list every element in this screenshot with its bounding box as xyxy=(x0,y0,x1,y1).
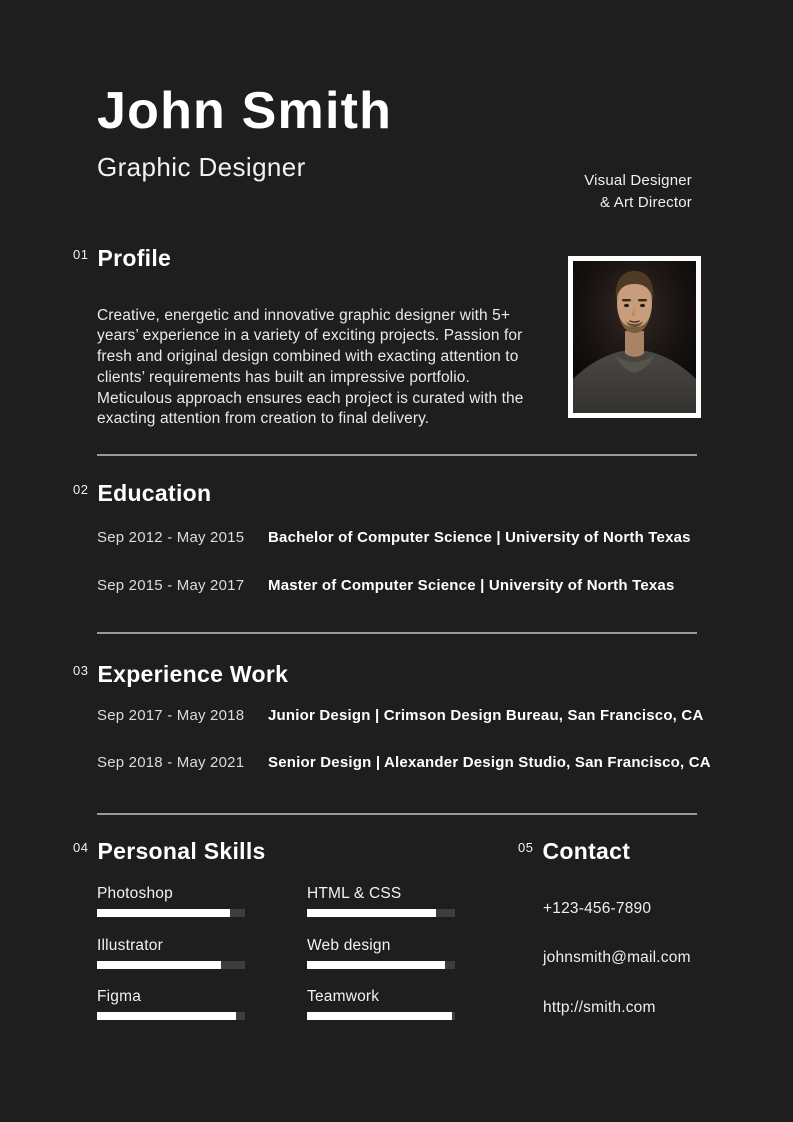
profile-title: Profile xyxy=(97,245,172,271)
skill-bar-fill xyxy=(307,961,445,969)
contact-section-heading xyxy=(518,839,630,864)
contact-email[interactable]: johnsmith@mail.com xyxy=(543,949,691,966)
experience-dates: Sep 2018 - May 2021 xyxy=(97,754,245,771)
tagline xyxy=(584,170,692,213)
section-number: 05 xyxy=(518,840,534,855)
skill-bar-track xyxy=(307,961,455,969)
section-number: 02 xyxy=(73,482,89,497)
profile-text: Creative, energetic and innovative graphic designer with 5+ years’ experience in a variety of exciting projects. Passion for fresh and original design combined with exacting attention to clients’ requirements has built an impressive portfolio. Meticulous approach ensures each project is curated with the exacting attention from creation to final delivery. xyxy=(97,306,524,428)
skill-bar-track xyxy=(97,961,245,969)
profile-photo xyxy=(568,256,701,418)
education-dates: Sep 2015 - May 2017 xyxy=(97,577,245,594)
skill-bar-track xyxy=(307,909,455,917)
section-divider xyxy=(97,632,697,634)
tagline-line2: & Art Director xyxy=(600,193,692,211)
skill-bar-track xyxy=(97,1012,245,1020)
skills-title: Personal Skills xyxy=(97,838,266,864)
education-title: Education xyxy=(97,480,212,506)
education-row xyxy=(97,577,737,594)
skill-item xyxy=(307,937,455,969)
experience-dates: Sep 2017 - May 2018 xyxy=(97,707,245,724)
section-divider xyxy=(97,813,697,815)
skill-bar-track xyxy=(307,1012,455,1020)
experience-detail: Junior Design | Crimson Design Bureau, San Francisco, CA xyxy=(268,707,704,724)
contact-website[interactable]: http://smith.com xyxy=(543,999,656,1016)
section-number: 03 xyxy=(73,663,89,678)
experience-row xyxy=(97,754,737,771)
skill-label: HTML & CSS xyxy=(307,885,402,902)
education-detail: Master of Computer Science | University of North Texas xyxy=(268,577,675,594)
section-divider xyxy=(97,454,697,456)
skill-bar-fill xyxy=(307,909,436,917)
job-title: Graphic Designer xyxy=(97,152,306,182)
skill-bar-track xyxy=(97,909,245,917)
section-number: 04 xyxy=(73,840,89,855)
skill-label: Figma xyxy=(97,988,142,1005)
profile-section-heading xyxy=(73,246,171,271)
skill-bar-fill xyxy=(307,1012,452,1020)
education-dates: Sep 2012 - May 2015 xyxy=(97,529,245,546)
tagline-line1: Visual Designer xyxy=(584,172,692,189)
skill-label: Illustrator xyxy=(97,937,163,954)
skill-label: Photoshop xyxy=(97,885,173,902)
section-number: 01 xyxy=(73,247,89,262)
portrait-illustration xyxy=(573,261,696,413)
skill-item xyxy=(97,988,245,1020)
education-section-heading xyxy=(73,481,211,506)
contact-title: Contact xyxy=(542,838,631,864)
skill-item xyxy=(307,885,455,917)
experience-title: Experience Work xyxy=(97,661,289,687)
skill-item xyxy=(307,988,455,1020)
skill-bar-fill xyxy=(97,909,230,917)
skill-label: Web design xyxy=(307,937,391,954)
skills-section-heading xyxy=(73,839,266,864)
education-row xyxy=(97,529,737,546)
skill-item xyxy=(97,885,245,917)
education-detail: Bachelor of Computer Science | University of North Texas xyxy=(268,529,691,546)
skill-label: Teamwork xyxy=(307,988,380,1005)
skill-item xyxy=(97,937,245,969)
contact-phone: +123-456-7890 xyxy=(543,900,652,917)
name-heading: John Smith xyxy=(97,82,393,140)
experience-row xyxy=(97,707,737,724)
experience-detail: Senior Design | Alexander Design Studio, San Francisco, CA xyxy=(268,754,711,771)
experience-section-heading xyxy=(73,662,288,687)
skill-bar-fill xyxy=(97,961,221,969)
skill-bar-fill xyxy=(97,1012,236,1020)
